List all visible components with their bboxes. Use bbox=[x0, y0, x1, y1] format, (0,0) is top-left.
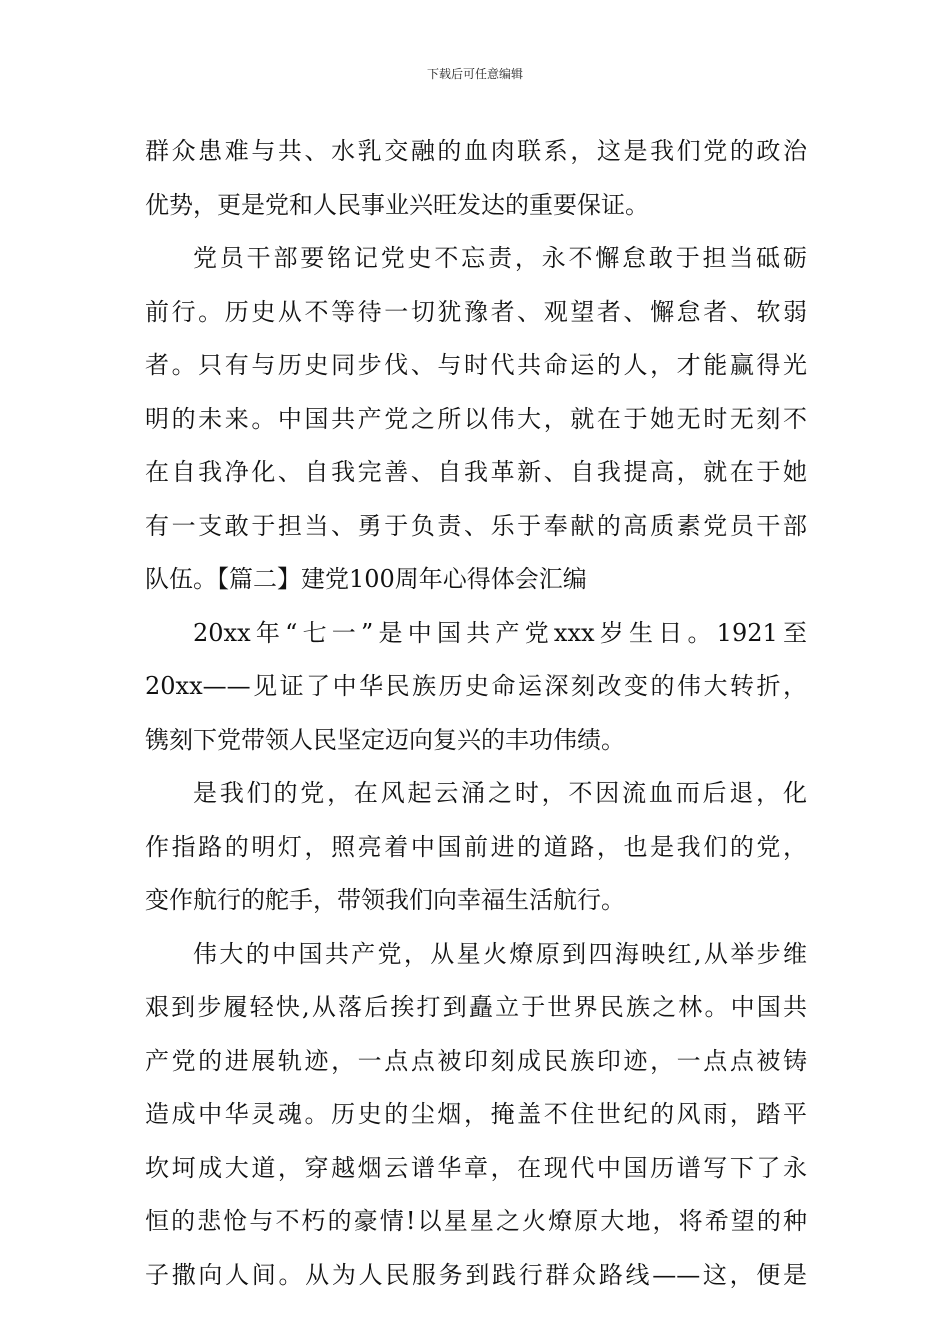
text-line: 产党的进展轨迹，一点点被印刻成民族印迹，一点点被铸 bbox=[145, 1046, 807, 1075]
text-line: 队伍。【篇二】建党100周年心得体会汇编 bbox=[145, 565, 587, 593]
text-line: 者。只有与历史同步伐、与时代共命运的人，才能赢得光 bbox=[145, 351, 807, 379]
text-line: 党员干部要铭记党史不忘责，永不懈怠敢于担当砥砺 bbox=[193, 244, 807, 272]
text-line: 20xx年“七一”是中国共产党xxx岁生日。1921至 bbox=[193, 618, 807, 647]
text-line: 优势，更是党和人民事业兴旺发达的重要保证。 bbox=[145, 190, 649, 219]
text-line: 镌刻下党带领人民坚定迈向复兴的丰功伟绩。 bbox=[145, 725, 625, 754]
text-line: 恒的悲怆与不朽的豪情!以星星之火燎原大地，将希望的种 bbox=[145, 1207, 807, 1235]
text-line: 明的未来。中国共产党之所以伟大，就在于她无时无刻不 bbox=[145, 404, 807, 433]
text-line: 作指路的明灯，照亮着中国前进的道路，也是我们的党， bbox=[145, 832, 807, 861]
text-line: 伟大的中国共产党，从星火燎原到四海映红,从举步维 bbox=[193, 939, 807, 968]
text-line: 20xx——见证了中华民族历史命运深刻改变的伟大转折， bbox=[145, 672, 807, 700]
text-line: 子撒向人间。从为人民服务到践行群众路线——这，便是 bbox=[145, 1260, 807, 1289]
text-line: 变作航行的舵手，带领我们向幸福生活航行。 bbox=[145, 886, 625, 914]
text-line: 是我们的党，在风起云涌之时，不因流血而后退，化 bbox=[193, 779, 807, 807]
text-line: 前行。历史从不等待一切犹豫者、观望者、懈怠者、软弱 bbox=[145, 297, 807, 326]
text-line: 有一支敢于担当、勇于负责、乐于奉献的高质素党员干部 bbox=[145, 511, 807, 540]
page-header: 下载后可任意编辑 bbox=[426, 67, 523, 81]
text-line: 艰到步履轻快,从落后挨打到矗立于世界民族之林。中国共 bbox=[145, 993, 807, 1021]
text-line: 群众患难与共、水乳交融的血肉联系，这是我们党的政治 bbox=[145, 137, 807, 165]
text-line: 在自我净化、自我完善、自我革新、自我提高，就在于她 bbox=[145, 458, 807, 486]
text-line: 造成中华灵魂。历史的尘烟，掩盖不住世纪的风雨，踏平 bbox=[145, 1100, 807, 1128]
document-body bbox=[145, 125, 807, 1302]
text-line: 坎坷成大道，穿越烟云谱华章，在现代中国历谱写下了永 bbox=[145, 1153, 807, 1182]
